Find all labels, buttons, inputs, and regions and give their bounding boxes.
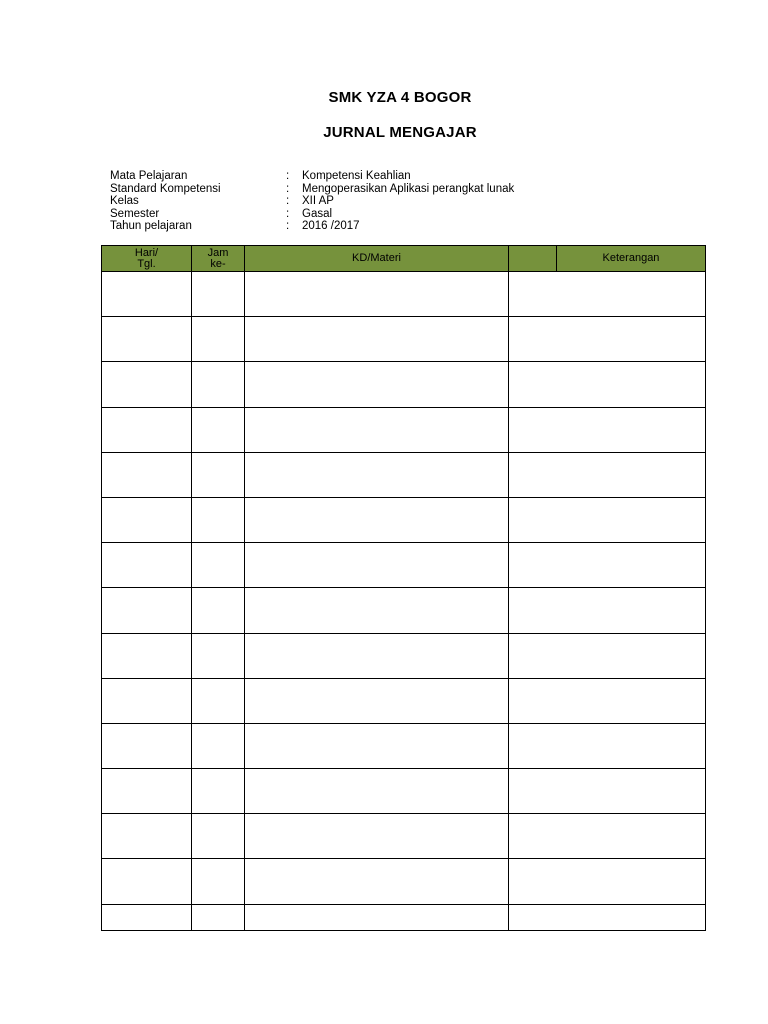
table-row [102, 769, 706, 814]
cell-keterangan[interactable] [509, 362, 706, 407]
header-jam-ke [192, 246, 245, 272]
info-label: Mata Pelajaran [110, 170, 188, 182]
header-hari-tgl [102, 246, 192, 272]
table-row [102, 678, 706, 723]
table-row [102, 814, 706, 859]
document-title: JURNAL MENGAJAR [323, 124, 477, 141]
cell-keterangan[interactable] [509, 497, 706, 542]
cell-hari-tgl[interactable] [102, 588, 192, 633]
info-value: Kompetensi Keahlian [302, 170, 411, 182]
table-row [102, 452, 706, 497]
cell-kd-materi[interactable] [245, 452, 509, 497]
school-name: SMK YZA 4 BOGOR [328, 89, 472, 106]
cell-jam-ke[interactable] [192, 769, 245, 814]
cell-kd-materi[interactable] [245, 859, 509, 904]
cell-keterangan[interactable] [509, 859, 706, 904]
table-header-row [102, 246, 706, 272]
header-kd-materi: KD/Materi [245, 246, 509, 272]
table-row [102, 317, 706, 362]
cell-jam-ke[interactable] [192, 904, 245, 930]
cell-kd-materi[interactable] [245, 769, 509, 814]
cell-jam-ke[interactable] [192, 407, 245, 452]
cell-keterangan[interactable] [509, 543, 706, 588]
cell-kd-materi[interactable] [245, 317, 509, 362]
cell-hari-tgl[interactable] [102, 272, 192, 317]
table-row [102, 588, 706, 633]
cell-jam-ke[interactable] [192, 633, 245, 678]
cell-jam-ke[interactable] [192, 588, 245, 633]
info-label: Tahun pelajaran [110, 220, 192, 233]
info-value: 2016 /2017 [302, 220, 360, 233]
cell-kd-materi[interactable] [245, 543, 509, 588]
cell-kd-materi[interactable] [245, 272, 509, 317]
cell-kd-materi[interactable] [245, 904, 509, 930]
cell-kd-materi[interactable] [245, 497, 509, 542]
info-label: Standard Kompetensi [110, 182, 221, 195]
info-value: XII AP [302, 195, 334, 208]
cell-jam-ke[interactable] [192, 452, 245, 497]
header-keterangan: Keterangan [557, 246, 706, 272]
cell-keterangan[interactable] [509, 588, 706, 633]
cell-hari-tgl[interactable] [102, 678, 192, 723]
cell-keterangan[interactable] [509, 272, 706, 317]
cell-keterangan[interactable] [509, 769, 706, 814]
cell-jam-ke[interactable] [192, 814, 245, 859]
info-separator: : [286, 207, 290, 220]
table-row [102, 723, 706, 768]
info-row-subject [110, 170, 514, 183]
journal-table [101, 245, 706, 931]
cell-hari-tgl[interactable] [102, 407, 192, 452]
cell-hari-tgl[interactable] [102, 633, 192, 678]
info-row-class [110, 195, 514, 208]
table-row [102, 362, 706, 407]
info-row-semester [110, 208, 514, 221]
cell-keterangan[interactable] [509, 723, 706, 768]
cell-jam-ke[interactable] [192, 678, 245, 723]
cell-keterangan[interactable] [509, 317, 706, 362]
header-keterangan-spacer [509, 246, 557, 272]
cell-kd-materi[interactable] [245, 407, 509, 452]
table-row [102, 407, 706, 452]
cell-jam-ke[interactable] [192, 317, 245, 362]
info-value: Mengoperasikan Aplikasi perangkat lunak [302, 182, 515, 195]
cell-jam-ke[interactable] [192, 272, 245, 317]
info-separator: : [286, 182, 290, 195]
cell-kd-materi[interactable] [245, 633, 509, 678]
info-value: Gasal [302, 207, 333, 220]
cell-kd-materi[interactable] [245, 814, 509, 859]
table-row [102, 904, 706, 930]
cell-keterangan[interactable] [509, 452, 706, 497]
cell-keterangan[interactable] [509, 814, 706, 859]
cell-keterangan[interactable] [509, 633, 706, 678]
cell-jam-ke[interactable] [192, 497, 245, 542]
header-hari-line2: Tgl. [137, 257, 156, 270]
table-row [102, 859, 706, 904]
table-row [102, 543, 706, 588]
cell-kd-materi[interactable] [245, 678, 509, 723]
cell-kd-materi[interactable] [245, 588, 509, 633]
info-separator: : [286, 170, 290, 182]
cell-hari-tgl[interactable] [102, 362, 192, 407]
table-row [102, 272, 706, 317]
cell-jam-ke[interactable] [192, 543, 245, 588]
info-row-year [110, 220, 514, 233]
cell-keterangan[interactable] [509, 904, 706, 930]
cell-hari-tgl[interactable] [102, 769, 192, 814]
table-row [102, 633, 706, 678]
header-jam-line1: Jam [207, 246, 229, 259]
cell-jam-ke[interactable] [192, 723, 245, 768]
cell-kd-materi[interactable] [245, 723, 509, 768]
cell-keterangan[interactable] [509, 678, 706, 723]
cell-hari-tgl[interactable] [102, 904, 192, 930]
cell-hari-tgl[interactable] [102, 723, 192, 768]
cell-kd-materi[interactable] [245, 362, 509, 407]
cell-jam-ke[interactable] [192, 859, 245, 904]
cell-hari-tgl[interactable] [102, 317, 192, 362]
cell-keterangan[interactable] [509, 407, 706, 452]
info-label: Semester [110, 207, 160, 220]
cell-hari-tgl[interactable] [102, 497, 192, 542]
cell-hari-tgl[interactable] [102, 814, 192, 859]
cell-hari-tgl[interactable] [102, 452, 192, 497]
info-separator: : [286, 220, 290, 233]
info-row-competency [110, 183, 514, 196]
header-hari-line1: Hari/ [134, 246, 159, 259]
table-row [102, 497, 706, 542]
info-label: Kelas [110, 195, 139, 208]
cell-hari-tgl[interactable] [102, 859, 192, 904]
cell-jam-ke[interactable] [192, 362, 245, 407]
info-block [110, 170, 514, 233]
info-separator: : [286, 195, 290, 208]
table-body [102, 272, 706, 931]
cell-hari-tgl[interactable] [102, 543, 192, 588]
header-jam-line2: ke- [210, 257, 226, 270]
